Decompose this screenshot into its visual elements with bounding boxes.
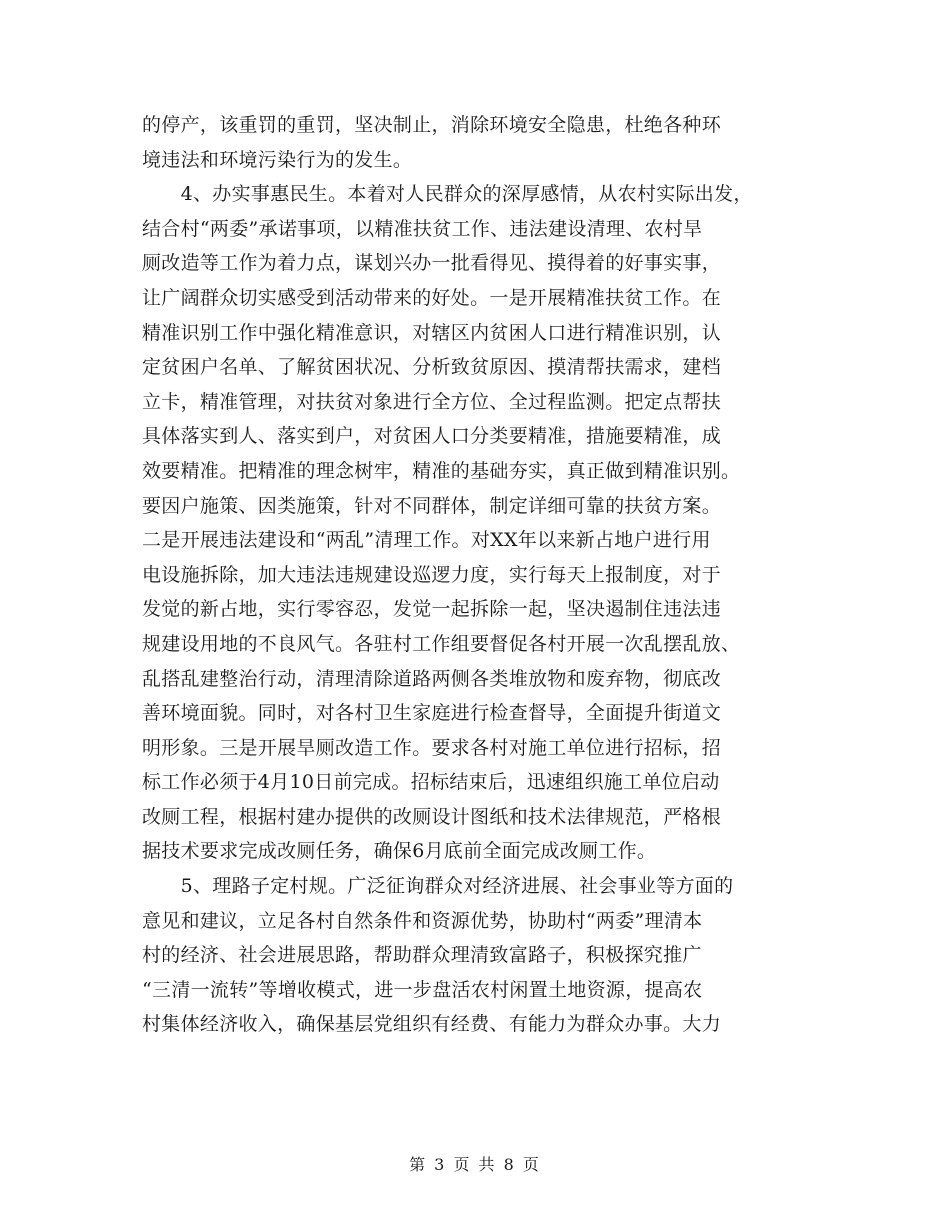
- text-line: 立卡，精准管理，对扶贫对象进行全方位、全过程监测。把定点帮扶: [142, 390, 722, 413]
- text-line: 发觉的新占地，实行零容忍，发觉一起拆除一起，坚决遏制住违法违: [142, 598, 722, 621]
- text-line: 改厕工程，根据村建办提供的改厕设计图纸和技术法律规范，严格根: [142, 805, 722, 828]
- text-line: 要因户施策、因类施策，针对不同群体，制定详细可靠的扶贫方案。: [142, 494, 722, 517]
- text-line: “三清一流转”等增收模式，进一步盘活农村闲置土地资源，提高农: [142, 978, 703, 1001]
- text-line: 效要精准。把精准的理念树牢，精准的基础夯实，真正做到精准识别。: [142, 459, 741, 482]
- text-line: 精准识别工作中强化精准意识，对辖区内贫困人口进行精准识别，认: [142, 321, 722, 344]
- text-line: 据技术要求完成改厕任务，确保6月底前全面完成改厕工作。: [142, 840, 657, 863]
- text-line: 厕改造等工作为着力点，谋划兴办一批看得见、摸得着的好事实事，: [142, 252, 722, 275]
- text-line: 乱搭乱建整治行动，清理清除道路两侧各类堆放物和废弃物，彻底改: [142, 667, 722, 690]
- body-text: [142, 108, 832, 1042]
- text-line: 具体落实到人、落实到户，对贫困人口分类要精准，措施要精准，成: [142, 425, 722, 448]
- text-line: 电设施拆除，加大违法违规建设巡逻力度，实行每天上报制度，对于: [142, 563, 722, 586]
- page-number-footer: 第 3 页 共 8 页: [409, 1155, 541, 1174]
- text-line: 的停产，该重罚的重罚，坚决制止，消除环境安全隐患，杜绝各种环: [142, 114, 722, 136]
- text-line: 明形象。三是开展旱厕改造工作。要求各村对施工单位进行招标，招: [142, 736, 722, 759]
- text-line: 善环境面貌。同时，对各村卫生家庭进行检查督导，全面提升街道文: [142, 702, 722, 725]
- text-line: 结合村“两委”承诺事项，以精准扶贫工作、违法建设清理、农村旱: [142, 217, 703, 240]
- text-line: 让广阔群众切实感受到活动带来的好处。一是开展精准扶贫工作。在: [142, 286, 722, 309]
- text-line: 规建设用地的不良风气。各驻村工作组要督促各村开展一次乱摆乱放、: [142, 632, 741, 655]
- text-line: 5、理路子定村规。广泛征询群众对经济进展、社会事业等方面的: [142, 875, 734, 898]
- text-line: 村集体经济收入，确保基层党组织有经费、有能力为群众办事。大力: [142, 1013, 722, 1036]
- text-line: 二是开展违法建设和“两乱”清理工作。对XX年以来新占地户进行用: [142, 529, 711, 552]
- text-line: 村的经济、社会进展思路，帮助群众理清致富路子，积极探究推广: [142, 944, 702, 967]
- text-line: 标工作必须于4月10日前完成。招标结束后，迅速组织施工单位启动: [142, 771, 720, 794]
- text-line: 意见和建议，立足各村自然条件和资源优势，协助村“两委”理清本: [142, 909, 703, 932]
- text-line: 境违法和环境污染行为的发生。: [142, 148, 413, 171]
- text-line: 4、办实事惠民生。本着对人民群众的深厚感情，从农村实际出发，: [142, 183, 753, 206]
- text-line: 定贫困户名单、了解贫困状况、分析致贫原因、摸清帮扶需求，建档: [142, 356, 722, 379]
